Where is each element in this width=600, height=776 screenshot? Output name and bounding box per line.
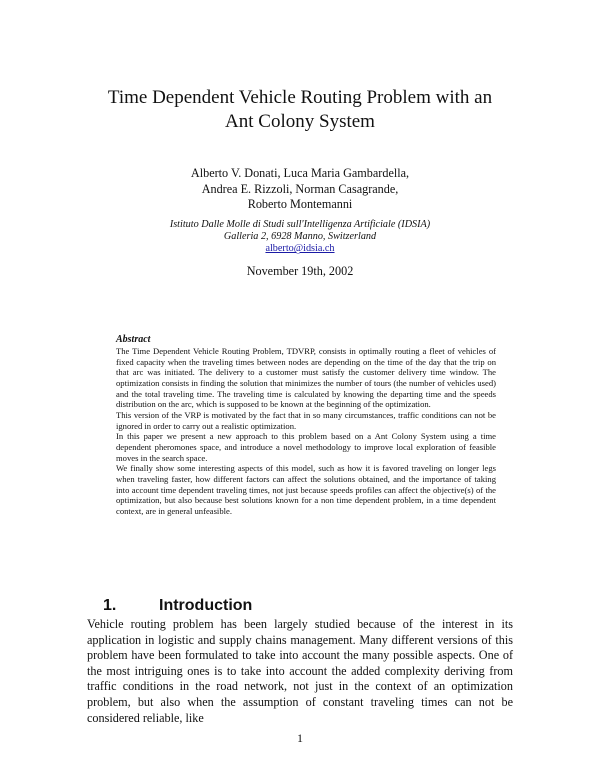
abstract-paragraph-2: This version of the VRP is motivated by the fact that in so many circumstances, traffic conditions can not be ignored in order to carry out a realistic optimization. [116,409,496,431]
authors-line-3: Roberto Montemanni [247,197,353,211]
email-link[interactable]: alberto@idsia.ch [265,243,335,255]
authors-line-2: Andrea E. Rizzoli, Norman Casagrande, [201,181,399,196]
abstract-heading: Abstract [116,334,151,345]
title-line-1: Time Dependent Vehicle Routing Problem with an [107,87,493,108]
affiliation-line-2: Galleria 2, 6928 Manno, Switzerland [223,231,377,243]
abstract-paragraph-3: In this paper we present a new approach to this problem based on a Ant Colony System using a time dependent pheromones space, and introduce a novel methodology to improve local exploration of feasible moves in the search space. [116,431,496,463]
publication-date: November 19th, 2002 [246,264,354,278]
title-line-2: Ant Colony System [225,111,375,132]
page-number: 1 [297,731,303,745]
abstract-paragraph-4: We finally show some interesting aspects of this model, such as how it is favored traveling on longer legs when traveling faster, how different factors can affect the solutions obtained, and the importance of taking into account time dependent traveling times, not just because speeds profiles can affect the objective(s) of the optimization, but also because best solutions known for a non time dependent problem, in a time dependent context, are in general unfeasible. [116,463,496,516]
authors-line-1: Alberto V. Donati, Luca Maria Gambardella, [190,166,410,180]
section-number: 1. [103,597,117,614]
intro-paragraph: Vehicle routing problem has been largely studied because of the interest in its application in logistic and supply chains management. Many different versions of this problem have been formulated to take into account the many possible aspects. One of the most intriguing ones is to take into account the added complexity deriving from traffic conditions in the road network, not just in the context of an optimization problem, but also when the assumption of constant traveling times can not be considered reliable, like [87,617,513,725]
affiliation [0,219,600,256]
paper-title [0,86,600,134]
author-list [0,166,600,213]
abstract-paragraph-1: The Time Dependent Vehicle Routing Problem, TDVRP, consists in optimally routing a fleet of vehicles of fixed capacity when the traveling times between nodes are depending on the time of the day that the trip on that arc was initiated. The delivery to a customer must satisfy the customer delivery time window. The optimization consists in finding the solution that minimizes the number of tours (the number of vehicles used) and the total traveling time. The traveling time is calculated by knowing the departing time and the speeds distribution on the arc, which is supposed to be known at the beginning of the optimization. [116,346,496,410]
section-heading [103,597,252,615]
abstract [116,334,496,517]
section-title: Introduction [159,597,253,614]
affiliation-line-1: Istituto Dalle Molle di Studi sull'Intelligenza Artificiale (IDSIA) [169,219,431,230]
